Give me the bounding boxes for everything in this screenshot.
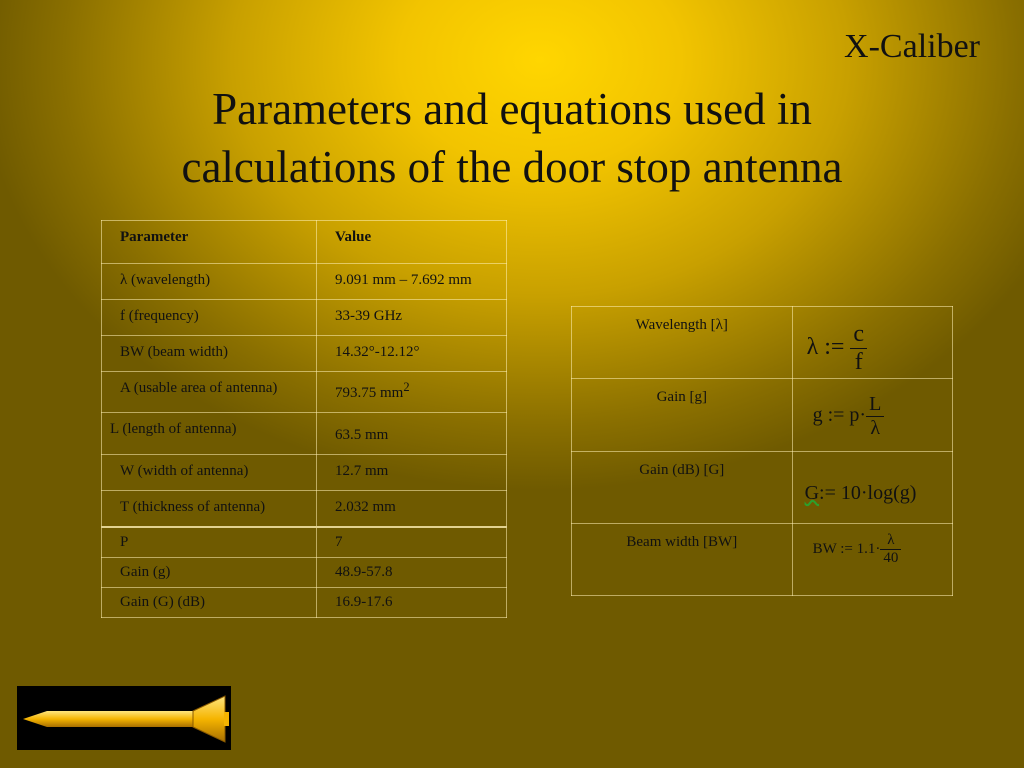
beamwidth-equation [813,532,902,567]
equation-row [572,307,953,379]
equation-label: Gain (dB) [G] [572,451,793,523]
eq-fraction [880,532,901,567]
table-row [102,527,507,558]
eq-operator: := [827,404,845,427]
value-cell: 63.5 mm [317,413,507,455]
antenna-probe-icon [17,686,231,750]
eq-denominator: λ [870,417,881,440]
value-cell: 12.7 mm [317,455,507,491]
value-superscript: 2 [403,380,410,394]
eq-operator: := [824,334,845,361]
equation-label: Wavelength [λ] [572,307,793,379]
table-header-row [102,221,507,264]
equation-cell [792,523,952,595]
table-row [102,455,507,491]
param-cell: T (thickness of antenna) [102,491,317,528]
gain-db-equation [805,482,917,505]
eq-fraction [850,321,867,376]
table-row [102,264,507,300]
equation-cell [792,379,952,451]
equation-cell [792,307,952,379]
probe-tip-icon [23,711,47,727]
eq-coefficient: 1.1· [856,540,881,557]
value-text: 793.75 mm [335,385,404,401]
equation-label: Gain [g] [572,379,793,451]
value-cell: 9.091 mm – 7.692 mm [317,264,507,300]
param-cell: BW (beam width) [102,336,317,372]
table-row [102,588,507,618]
eq-lhs: BW [812,540,837,557]
value-cell [317,372,507,413]
value-cell: 16.9-17.6 [317,588,507,618]
eq-lhs: λ [806,334,819,361]
probe-end-cap-icon [224,712,229,726]
equation-table [571,306,953,596]
table-row [102,413,507,455]
eq-lhs: g [812,404,823,427]
probe-horn-icon [193,696,225,742]
eq-denominator: 40 [883,549,899,566]
eq-fraction [866,393,884,440]
eq-denominator: f [854,349,863,375]
value-cell: 48.9-57.8 [317,558,507,588]
probe-shaft-icon [47,711,195,727]
eq-numerator: c [850,321,867,349]
value-cell: 33-39 GHz [317,300,507,336]
param-cell: Gain (G) (dB) [102,588,317,618]
equation-row [572,451,953,523]
title-line-2: calculations of the door stop antenna [181,142,843,192]
equation-cell [792,451,952,523]
eq-numerator: L [866,393,884,417]
eq-operator: := [840,540,853,557]
eq-rhs: 10·log(g) [840,481,917,504]
table-row [102,558,507,588]
wavelength-equation [807,321,868,376]
brand-label: X-Caliber [844,28,980,65]
antenna-logo [17,686,231,750]
table-row [102,300,507,336]
table-row [102,336,507,372]
gain-equation [813,393,885,440]
table-row [102,372,507,413]
title-line-1: Parameters and equations used in [212,84,812,134]
equation-label: Beam width [BW] [572,523,793,595]
param-cell: f (frequency) [102,300,317,336]
param-cell: P [102,527,317,558]
param-cell: W (width of antenna) [102,455,317,491]
value-cell: 2.032 mm [317,491,507,528]
equation-row [572,523,953,595]
eq-numerator: λ [880,532,901,550]
eq-operator: := [819,481,836,504]
param-cell: Gain (g) [102,558,317,588]
eq-coefficient: p· [849,404,867,427]
parameter-table [101,220,507,618]
equation-row [572,379,953,451]
table-row [102,491,507,528]
column-header-value: Value [317,221,507,264]
value-cell: 7 [317,527,507,558]
column-header-parameter: Parameter [102,221,317,264]
param-cell: L (length of antenna) [102,413,317,455]
slide-title [0,80,1024,196]
param-cell: A (usable area of antenna) [102,372,317,413]
param-cell: λ (wavelength) [102,264,317,300]
value-cell: 14.32°-12.12° [317,336,507,372]
eq-lhs: G [804,481,820,504]
